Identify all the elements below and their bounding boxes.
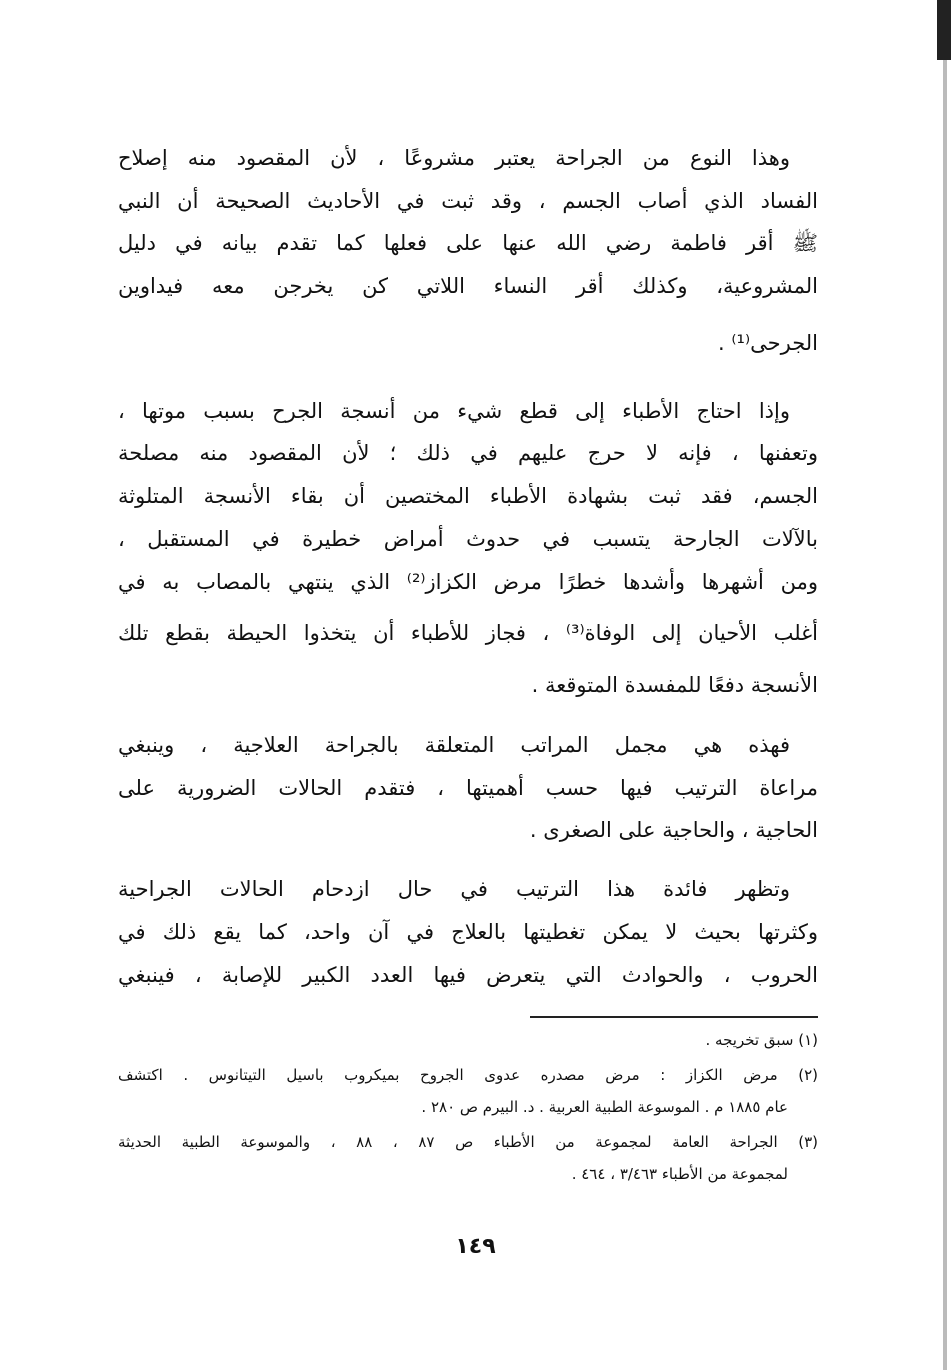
text-line: الأنسجة دفعًا للمفسدة المتوقعة .: [531, 673, 818, 697]
text-line: وتعفنها ، فإنه لا حرج عليهم في ذلك ؛ لأن المقصود منه مصلحة: [118, 441, 818, 465]
scan-edge: [937, 0, 951, 60]
text-line: وكثرتها بحيث لا يمكن تغطيتها بالعلاج في آن واحد، كما يقع ذلك في: [118, 920, 818, 944]
text-line: وتظهر فائدة هذا الترتيب في حال ازدحام الحالات الجراحية: [118, 877, 790, 901]
text-line: بالآلات الجارحة يتسبب في حدوث أمراض خطيرة في المستقبل ،: [118, 527, 818, 551]
text-line: ﷺ أقر فاطمة رضي الله عنها على فعلها كما تقدم بيانه في دليل: [118, 231, 818, 255]
page-number: ١٤٩: [455, 1234, 496, 1259]
scan-edge-shadow: [943, 60, 947, 1370]
footnote-1: (١) سبق تخريجه .: [705, 1031, 818, 1049]
text-line: المشروعية، وكذلك أقر النساء اللاتي كن يخرجن معه فيداوين: [118, 274, 818, 298]
footnote-separator: [530, 1016, 818, 1018]
text-line: أغلب الأحيان إلى الوفاة⁽³⁾ ، فجاز للأطباء أن يتخذوا الحيطة بقطع تلك: [118, 621, 819, 645]
text-line: ومن أشهرها وأشدها خطرًا مرض الكزاز⁽²⁾ الذي ينتهي بالمصاب به في: [118, 570, 818, 594]
text-line: وإذا احتاج الأطباء إلى قطع شيء من أنسجة الجرح بسبب موتها ،: [118, 399, 790, 423]
footnote-3-cont: لمجموعة من الأطباء ٣/٤٦٣ ، ٤٦٤ .: [571, 1165, 788, 1183]
text-line: الجرحى⁽¹⁾ .: [718, 331, 818, 355]
text-line: وهذا النوع من الجراحة يعتبر مشروعًا ، لأن المقصود منه إصلاح: [118, 146, 790, 170]
text-line: مراعاة الترتيب فيها حسب أهميتها ، فتقدم الحالات الضرورية على: [118, 776, 818, 800]
footnote-3: (٣) الجراحة العامة لمجموعة من الأطباء ص ٨٧ ، ٨٨ ، والموسوعة الطبية الحديثة: [118, 1133, 819, 1151]
text-line: الحروب ، والحوادث التي يتعرض فيها العدد الكبير للإصابة ، فينبغي: [118, 963, 818, 987]
text-line: فهذه هي مجمل المراتب المتعلقة بالجراحة العلاجية ، وينبغي: [118, 733, 790, 757]
footnote-2: (٢) مرض الكزاز : مرض مصدره عدوى الجروح بميكروب باسيل التيتانوس . اكتشف: [118, 1066, 818, 1084]
footnote-2-cont: عام ١٨٨٥ م . الموسوعة الطبية العربية . د. البيرم ص ٢٨٠ .: [421, 1098, 788, 1116]
text-line: الحاجية ، والحاجية على الصغرى .: [529, 818, 818, 842]
text-line: الجسم، فقد ثبت بشهادة الأطباء المختصين أن بقاء الأنسجة المتلوثة: [118, 484, 818, 508]
text-line: الفساد الذي أصاب الجسم ، وقد ثبت في الأحاديث الصحيحة أن النبي: [118, 189, 818, 213]
